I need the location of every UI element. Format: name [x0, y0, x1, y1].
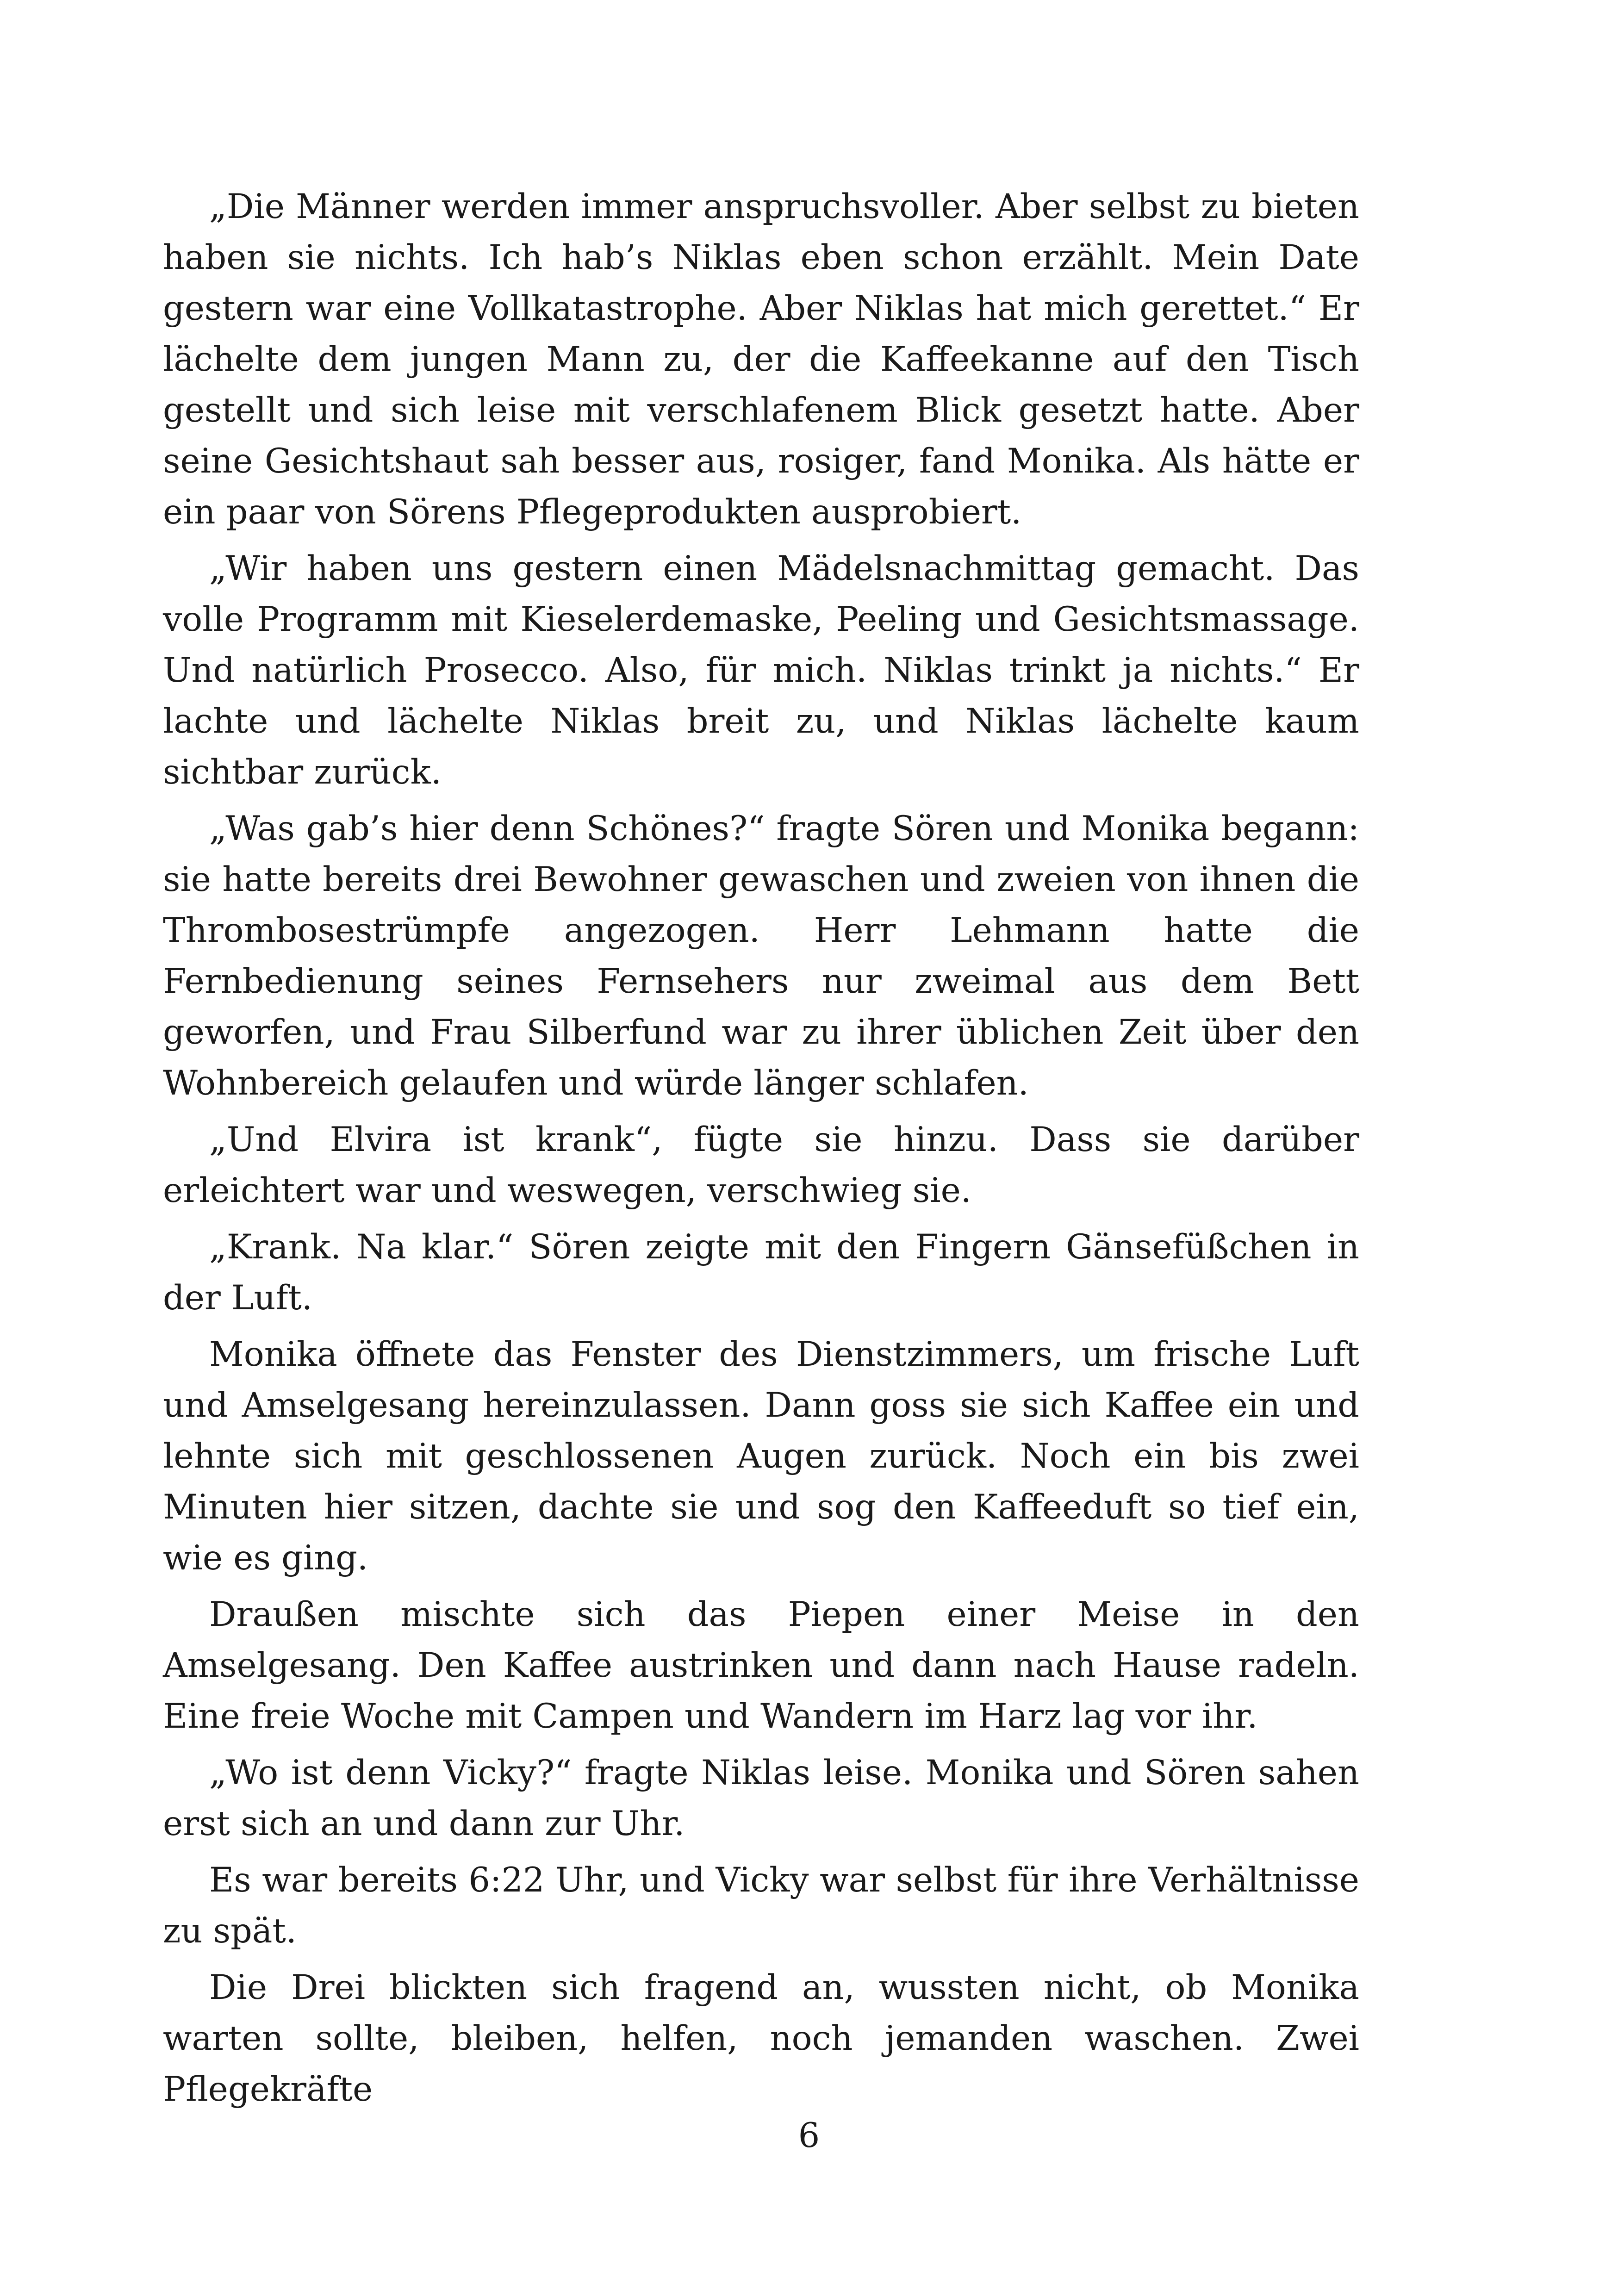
paragraph: „Wo ist denn Vicky?“ fragte Niklas leise. Monika und Sören sahen erst sich an und dann zur Uhr. — [163, 1753, 1359, 1843]
paragraph: „Was gab’s hier denn Schönes?“ fragte Sören und Monika begann: sie hatte bereits drei Bewohner gewaschen und zweien von ihnen die Thrombosestrümpfe angezogen. Herr Lehmann hatte die Fernbedienung seines Fernsehers nur zweimal aus dem Bett geworfen, und Frau Silberfund war zu ihrer üblichen Zeit über den Wohnbereich gelaufen und würde länger schlafen. — [163, 809, 1359, 1103]
paragraph: „Die Männer werden immer anspruchsvoller. Aber selbst zu bieten haben sie nichts. Ich hab’s Niklas eben schon erzählt. Mein Date gestern war eine Vollkatastrophe. Aber Niklas hat mich gerettet.“ Er lächelte dem jungen Mann zu, der die Kaffeekanne auf den Tisch gestellt und sich leise mit verschlafenem Blick gesetzt hatte. Aber seine Gesichtshaut sah besser aus, rosiger, fand Monika. Als hätte er ein paar von Sörens Pflegeprodukten ausprobiert. — [163, 187, 1359, 532]
paragraph: „Wir haben uns gestern einen Mädelsnachmittag gemacht. Das volle Programm mit Kieselerdemaske, Peeling und Gesichtsmassage. Und natürlich Prosecco. Also, für mich. Niklas trinkt ja nichts.“ Er lachte und lächelte Niklas breit zu, und Niklas lächelte kaum sichtbar zurück. — [163, 549, 1359, 792]
body-text — [163, 181, 1359, 2121]
paragraph: Monika öffnete das Fenster des Dienstzimmers, um frische Luft und Amselgesang hereinzulassen. Dann goss sie sich Kaffee ein und lehnte sich mit geschlossenen Augen zurück. Noch ein bis zwei Minuten hier sitzen, dachte sie und sog den Kaffeeduft so tief ein, wie es ging. — [163, 1335, 1359, 1578]
paragraph: Es war bereits 6:22 Uhr, und Vicky war selbst für ihre Verhältnisse zu spät. — [163, 1860, 1359, 1951]
paragraph: Die Drei blickten sich fragend an, wussten nicht, ob Monika warten sollte, bleiben, helfen, noch jemanden waschen. Zwei Pflegekräfte — [163, 1968, 1359, 2109]
page-number: 6 — [798, 2116, 820, 2155]
paragraph: „Und Elvira ist krank“, fügte sie hinzu. Dass sie darüber erleichtert war und weswegen, verschwieg sie. — [163, 1120, 1359, 1210]
paragraph: „Krank. Na klar.“ Sören zeigte mit den Fingern Gänsefüßchen in der Luft. — [163, 1227, 1359, 1318]
paragraph: Draußen mischte sich das Piepen einer Meise in den Amselgesang. Den Kaffee austrinken und dann nach Hause radeln. Eine freie Woche mit Campen und Wandern im Harz lag vor ihr. — [163, 1595, 1359, 1736]
